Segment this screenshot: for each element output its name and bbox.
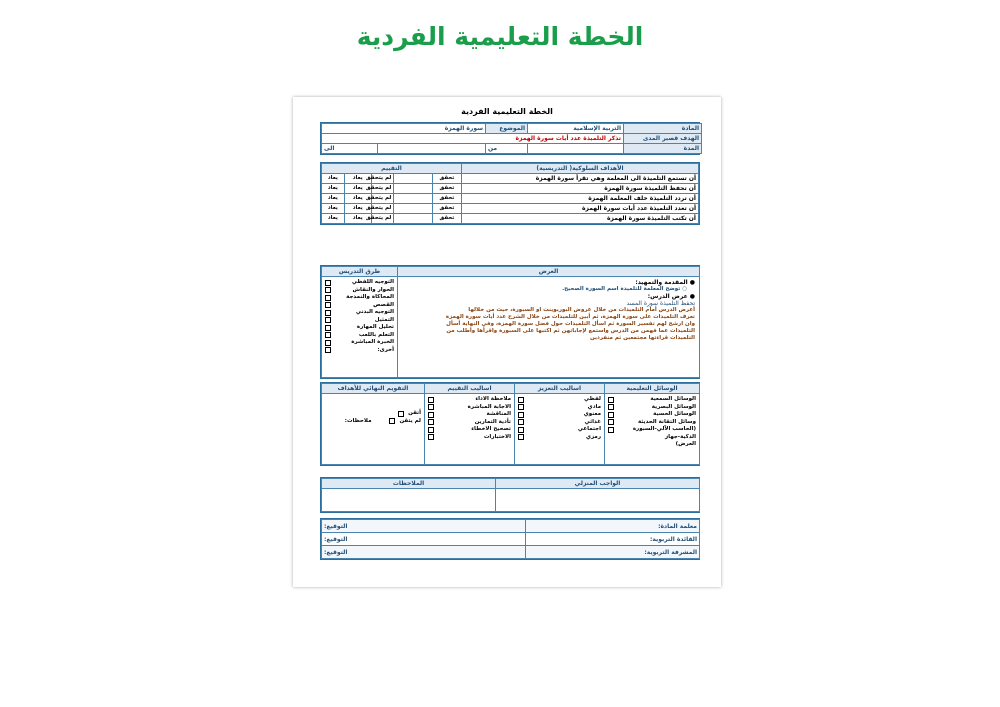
- empty-cell[interactable]: [394, 204, 432, 214]
- methods-list: [322, 277, 398, 378]
- checkbox-icon[interactable]: [608, 412, 614, 418]
- signature-role: المشرفة التربوية:: [526, 546, 700, 559]
- achieved-cell[interactable]: تحقق: [432, 214, 461, 224]
- aid-item[interactable]: وسائل التقانة الحديثة: [608, 419, 696, 427]
- assess-item[interactable]: المناقشة: [428, 411, 511, 419]
- reinforce-item[interactable]: معنوي: [518, 411, 601, 419]
- checkbox-icon[interactable]: [428, 404, 434, 410]
- presentation-block: [320, 265, 700, 379]
- presentation-content: [398, 277, 700, 378]
- objective-row: [322, 214, 699, 224]
- evaluation-header: التقييم: [322, 164, 462, 174]
- signature-role: القائدة التربوية:: [526, 533, 700, 546]
- objective-text: أن تحفظ التلميذة سورة الهمزة: [462, 184, 699, 194]
- final-eval-list: [322, 394, 425, 465]
- objective-text: أن تردد التلميذة خلف المعلمة الهمزة: [462, 194, 699, 204]
- subject-value: التربية الإسلامية: [528, 124, 624, 134]
- resources-block: [320, 382, 700, 466]
- aid-item: الذكية-جهاز: [664, 433, 696, 440]
- checkbox-icon[interactable]: [428, 412, 434, 418]
- method-item[interactable]: الحوار والنقاش: [325, 287, 394, 295]
- signatures-block: [320, 518, 700, 560]
- checkbox-icon[interactable]: [428, 434, 434, 440]
- intro-heading: ● المقدمة والتمهيد:: [635, 279, 695, 286]
- objective-row: [322, 194, 699, 204]
- repeat-cell[interactable]: يعاد: [344, 204, 371, 214]
- objectives-header: الأهداف السلوكية( التدريسية): [462, 164, 699, 174]
- repeat-cell[interactable]: يعاد: [322, 194, 345, 204]
- checkbox-icon[interactable]: [428, 427, 434, 433]
- main-title: الخطة التعليمية الفردية: [356, 22, 644, 51]
- header-block: [320, 122, 700, 155]
- checkbox-icon[interactable]: [608, 404, 614, 410]
- checkbox-icon[interactable]: [325, 280, 331, 286]
- checkbox-icon[interactable]: [608, 397, 614, 403]
- checkbox-icon[interactable]: [325, 302, 331, 308]
- aid-item[interactable]: الوسائل الحسية: [608, 411, 696, 419]
- homework-header: الواجب المنزلي: [496, 479, 700, 489]
- final-eval-header: التقويم النهائي للأهداف: [322, 384, 425, 394]
- aids-list: [605, 394, 700, 465]
- method-item[interactable]: التعلم باللعب: [325, 332, 394, 340]
- method-item[interactable]: القصص: [325, 302, 394, 310]
- method-item[interactable]: التمثيل: [325, 317, 394, 325]
- reinforce-item[interactable]: مادي: [518, 404, 601, 412]
- goal-label: الهدف قصير المدى: [624, 134, 702, 144]
- intro-item: ○ توضح المعلمة للتلميذة اسم السورة الصحيح.: [562, 286, 687, 292]
- checkbox-icon[interactable]: [398, 411, 404, 417]
- signature-field[interactable]: التوقيع:: [322, 533, 526, 546]
- method-item[interactable]: تحليل المهارة: [325, 324, 394, 332]
- methods-header: طرق التدريس: [322, 267, 398, 277]
- reinforce-list: [515, 394, 605, 465]
- not-achieved-cell[interactable]: لم يتحقق: [371, 214, 394, 224]
- method-item[interactable]: التوجيه البدني: [325, 309, 394, 317]
- objective-text: أن تكتب التلميذة سورة الهمزة: [462, 214, 699, 224]
- achieved-cell[interactable]: تحقق: [432, 194, 461, 204]
- not-achieved-cell[interactable]: لم يتحقق: [371, 174, 394, 184]
- aid-item[interactable]: (الحاسب الآلي-السبورة: [608, 426, 696, 434]
- assess-item[interactable]: الاجابة المباشرة: [428, 404, 511, 412]
- repeat-cell[interactable]: يعاد: [322, 204, 345, 214]
- checkbox-icon[interactable]: [428, 419, 434, 425]
- aids-header: الوسائل التعليمية: [605, 384, 700, 394]
- assess-list: [425, 394, 515, 465]
- lesson-heading: ● عرض الدرس:: [647, 293, 695, 300]
- from-label: من: [486, 144, 528, 154]
- homework-field[interactable]: [496, 489, 700, 512]
- checkbox-icon[interactable]: [325, 295, 331, 301]
- checkbox-icon[interactable]: [518, 404, 524, 410]
- repeat-cell[interactable]: يعاد: [322, 174, 345, 184]
- objective-row: [322, 184, 699, 194]
- presentation-header: العرض: [398, 267, 700, 277]
- reinforce-item[interactable]: لفظي: [518, 396, 601, 404]
- final-item[interactable]: لم يتقن ملاحظات:: [344, 417, 421, 424]
- achieved-cell[interactable]: تحقق: [432, 174, 461, 184]
- empty-cell[interactable]: [394, 214, 432, 224]
- checkbox-icon[interactable]: [608, 419, 614, 425]
- checkbox-icon[interactable]: [518, 412, 524, 418]
- notes-field[interactable]: [322, 489, 496, 512]
- signature-field[interactable]: التوقيع:: [322, 520, 526, 533]
- not-achieved-cell[interactable]: لم يتحقق: [371, 194, 394, 204]
- empty-cell[interactable]: [394, 194, 432, 204]
- repeat-cell[interactable]: يعاد: [322, 214, 345, 224]
- assess-item[interactable]: تصحيح الاخطاء: [428, 426, 511, 434]
- repeat-cell[interactable]: يعاد: [344, 214, 371, 224]
- method-item[interactable]: الخبرة المباشرة: [325, 339, 394, 347]
- duration-label: المدة: [624, 144, 702, 154]
- lesson-line: تحفظ التلميذة سورة المسد: [626, 300, 695, 307]
- reinforce-item[interactable]: اجتماعي: [518, 426, 601, 434]
- detail-line: أعرض الدرس أمام التلميذات من خلال عروض البوربوينت او السبورة، حيث من خلالها: [468, 307, 695, 313]
- method-item[interactable]: أخرى:: [325, 347, 394, 355]
- from-value[interactable]: [378, 144, 486, 154]
- repeat-cell[interactable]: يعاد: [322, 184, 345, 194]
- repeat-cell[interactable]: يعاد: [344, 184, 371, 194]
- checkbox-icon[interactable]: [325, 340, 331, 346]
- checkbox-icon[interactable]: [518, 427, 524, 433]
- homework-block: [320, 477, 700, 513]
- empty-cell[interactable]: [394, 184, 432, 194]
- reinforce-header: اساليب التعزيز: [515, 384, 605, 394]
- objectives-block: [320, 162, 700, 225]
- achieved-cell[interactable]: تحقق: [432, 204, 461, 214]
- checkbox-icon[interactable]: [518, 419, 524, 425]
- checkbox-icon[interactable]: [428, 397, 434, 403]
- notes-header: الملاحظات: [322, 479, 496, 489]
- signature-role: معلمة المادة:: [526, 520, 700, 533]
- repeat-cell[interactable]: يعاد: [344, 194, 371, 204]
- achieved-cell[interactable]: تحقق: [432, 184, 461, 194]
- assess-item[interactable]: تأدية التمارين: [428, 419, 511, 427]
- checkbox-icon[interactable]: [325, 317, 331, 323]
- objective-row: [322, 204, 699, 214]
- to-label: الى: [322, 144, 378, 154]
- objective-text: أن تستمع التلميذة الى المعلمة وهي تقرأ سورة الهمزة: [462, 174, 699, 184]
- reinforce-item[interactable]: غذائي: [518, 419, 601, 427]
- aid-item[interactable]: الوسائل السمعية: [608, 396, 696, 404]
- checkbox-icon[interactable]: [325, 332, 331, 338]
- topic-value: سورة الهمزة: [322, 124, 486, 134]
- checkbox-icon[interactable]: [325, 287, 331, 293]
- checkbox-icon[interactable]: [325, 325, 331, 331]
- objective-row: [322, 174, 699, 184]
- not-achieved-cell[interactable]: لم يتحقق: [371, 204, 394, 214]
- duration-value[interactable]: [528, 144, 624, 154]
- checkbox-icon[interactable]: [389, 418, 395, 424]
- reinforce-item[interactable]: رمزي: [518, 434, 601, 442]
- checkbox-icon[interactable]: [608, 427, 614, 433]
- aid-item: العرض): [675, 441, 696, 447]
- detail-line: التلميذات عما فهمن من الدرس واستمع لإجاباتهن ثم اكتبها على السبورة واقرأها وأطلب من: [446, 328, 695, 334]
- detail-line: التلميذات قراءتها مجتمعين ثم منفردين: [590, 335, 695, 341]
- detail-line: تعرف التلميذات على سورة الهمزة، ثم أبين للتلميذات من خلال الشرح عدد أيات سورة الهمزة: [445, 314, 695, 320]
- document-page: [293, 97, 721, 587]
- assess-item[interactable]: الاختبارات: [428, 434, 511, 442]
- page-title: الخطة التعليمية الفردية: [461, 107, 553, 116]
- checkbox-icon[interactable]: [518, 434, 524, 440]
- empty-cell[interactable]: [394, 174, 432, 184]
- checkbox-icon[interactable]: [325, 347, 331, 353]
- checkbox-icon[interactable]: [325, 310, 331, 316]
- aid-item[interactable]: الوسائل البصرية: [608, 404, 696, 412]
- final-item[interactable]: أتقن: [325, 410, 421, 418]
- goal-value: تذكر التلميذة عدد أيات سورة الهمزة: [322, 134, 624, 144]
- method-item[interactable]: التوجيه اللفظي: [325, 279, 394, 287]
- topic-label: الموضوع: [486, 124, 528, 134]
- subject-label: المادة: [624, 124, 702, 134]
- assess-header: اساليب التقييم: [425, 384, 515, 394]
- signature-field[interactable]: التوقيع:: [322, 546, 526, 559]
- assess-item[interactable]: ملاحظة الاداء: [428, 396, 511, 404]
- detail-line: وان ارشح لهم تفسير السورة ثم اسأل التلميذات حول فضل سورة الهمزة، وفي النهاية أسأل: [446, 321, 695, 327]
- not-achieved-cell[interactable]: لم يتحقق: [371, 184, 394, 194]
- method-item[interactable]: المحاكاة والنمذجة: [325, 294, 394, 302]
- objective-text: أن تعدد التلميذة عدد أيات سورة الهمزة: [462, 204, 699, 214]
- checkbox-icon[interactable]: [518, 397, 524, 403]
- repeat-cell[interactable]: يعاد: [344, 174, 371, 184]
- notes-label: ملاحظات:: [344, 417, 372, 424]
